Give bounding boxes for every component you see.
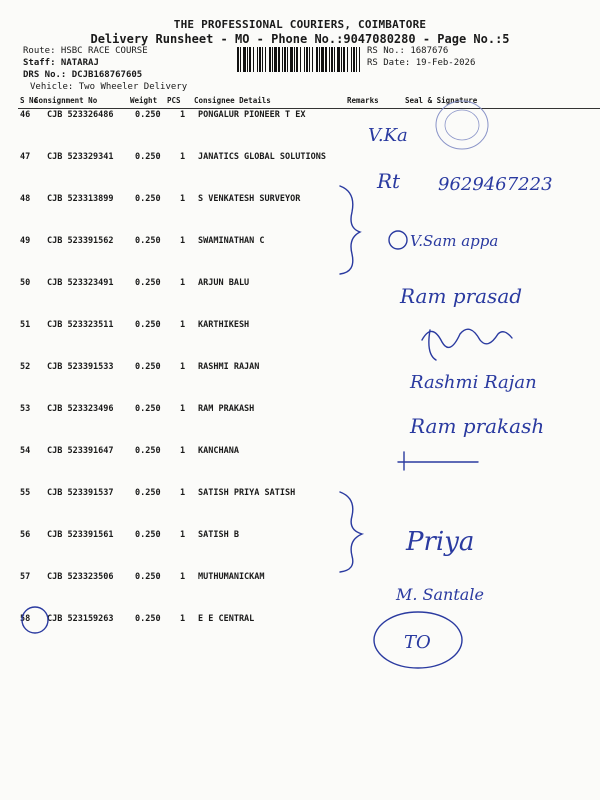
row-consignee: RASHMI RAJAN [198, 362, 260, 372]
row-consignee: SWAMINATHAN C [198, 236, 265, 246]
row-sno: 56 [20, 530, 31, 540]
table-row [0, 278, 600, 292]
staff-label: Staff: NATARAJ [23, 58, 99, 68]
drs-number: DRS No.: DCJB168767605 [23, 70, 143, 80]
row-consignee: RAM PRAKASH [198, 404, 255, 414]
vehicle-label: Vehicle: Two Wheeler Delivery [30, 82, 188, 92]
row-sno: 48 [20, 194, 31, 204]
row-consignment-no: CJB 523391537 [47, 488, 114, 498]
table-header [0, 96, 600, 108]
rs-date: RS Date: 19-Feb-2026 [367, 58, 476, 68]
table-row [0, 320, 600, 334]
row-pcs: 1 [180, 446, 186, 456]
col-sno: S No [20, 96, 39, 105]
table-row [0, 614, 600, 628]
row-consignee: PONGALUR PIONEER T EX [198, 110, 306, 120]
row-sno: 51 [20, 320, 31, 330]
row-consignee: E E CENTRAL [198, 614, 255, 624]
runsheet-title: Delivery Runsheet - MO - Phone No.:9047080280 - Page No.:5 [90, 32, 510, 46]
row-consignment-no: CJB 523323496 [47, 404, 114, 414]
table-row [0, 194, 600, 208]
table-row [0, 404, 600, 418]
row-consignee: SATISH PRIYA SATISH [198, 488, 296, 498]
row-sno: 47 [20, 152, 31, 162]
signature-57: M. Santale [396, 585, 484, 604]
row-consignment-no: CJB 523391533 [47, 362, 114, 372]
row-consignment-no: CJB 523313899 [47, 194, 114, 204]
signature-56: Priya [406, 527, 475, 557]
row-pcs: 1 [180, 530, 186, 540]
rs-number: RS No.: 1687676 [367, 46, 449, 56]
row-weight: 0.250 [135, 404, 161, 414]
header-divider [18, 108, 600, 109]
row-consignment-no: CJB 523323511 [47, 320, 114, 330]
row-pcs: 1 [180, 110, 186, 120]
row-consignee: KANCHANA [198, 446, 239, 456]
row-consignment-no: CJB 523159263 [47, 614, 114, 624]
row-consignment-no: CJB 523329341 [47, 152, 114, 162]
row-pcs: 1 [180, 194, 186, 204]
row-pcs: 1 [180, 614, 186, 624]
row-weight: 0.250 [135, 110, 161, 120]
table-row [0, 110, 600, 124]
row-pcs: 1 [180, 152, 186, 162]
signature-52: Rashmi Rajan [410, 372, 537, 393]
row-pcs: 1 [180, 404, 186, 414]
row-pcs: 1 [180, 572, 186, 582]
row-weight: 0.250 [135, 530, 161, 540]
row-consignment-no: CJB 523391561 [47, 530, 114, 540]
col-consignee: Consignee Details [194, 96, 271, 105]
signature-47: Rt [377, 169, 401, 193]
row-sno: 55 [20, 488, 31, 498]
signature-46: V.Ka [368, 125, 408, 146]
signature-47-phone: 9629467223 [438, 174, 553, 195]
row-weight: 0.250 [135, 320, 161, 330]
row-pcs: 1 [180, 320, 186, 330]
col-remarks: Remarks [347, 96, 379, 105]
signature-50: Ram prasad [400, 284, 523, 308]
row-consignee: SATISH B [198, 530, 239, 540]
table-row [0, 362, 600, 376]
row-pcs: 1 [180, 278, 186, 288]
row-consignee: ARJUN BALU [198, 278, 250, 288]
signature-53: Ram prakash [410, 414, 545, 438]
table-row [0, 152, 600, 166]
row-sno: 58 [20, 614, 31, 624]
row-consignment-no: CJB 523326486 [47, 110, 114, 120]
row-pcs: 1 [180, 488, 186, 498]
row-sno: 52 [20, 362, 31, 372]
row-weight: 0.250 [135, 152, 161, 162]
table-row [0, 530, 600, 544]
col-pcs: PCS [167, 96, 181, 105]
row-sno: 49 [20, 236, 31, 246]
row-consignee: MUTHUMANICKAM [198, 572, 265, 582]
col-consignment: Consignment No [34, 96, 98, 105]
col-weight: Weight [130, 96, 158, 105]
row-pcs: 1 [180, 362, 186, 372]
route-label: Route: HSBC RACE COURSE [23, 46, 148, 56]
col-seal: Seal & Signature [405, 96, 478, 105]
row-weight: 0.250 [135, 488, 161, 498]
row-weight: 0.250 [135, 572, 161, 582]
row-sno: 50 [20, 278, 31, 288]
table-row [0, 488, 600, 502]
signature-58: TO [404, 632, 431, 653]
row-weight: 0.250 [135, 194, 161, 204]
row-weight: 0.250 [135, 278, 161, 288]
row-sno: 46 [20, 110, 31, 120]
table-row [0, 446, 600, 460]
row-weight: 0.250 [135, 236, 161, 246]
row-sno: 53 [20, 404, 31, 414]
row-consignee: KARTHIKESH [198, 320, 250, 330]
row-consignment-no: CJB 523391562 [47, 236, 114, 246]
row-consignee: JANATICS GLOBAL SOLUTIONS [198, 152, 326, 162]
row-consignment-no: CJB 523323491 [47, 278, 114, 288]
row-consignee: S VENKATESH SURVEYOR [198, 194, 301, 204]
row-weight: 0.250 [135, 614, 161, 624]
row-sno: 57 [20, 572, 31, 582]
table-row [0, 236, 600, 250]
table-row [0, 572, 600, 586]
row-consignment-no: CJB 523391647 [47, 446, 114, 456]
row-weight: 0.250 [135, 362, 161, 372]
row-consignment-no: CJB 523323506 [47, 572, 114, 582]
row-sno: 54 [20, 446, 31, 456]
row-pcs: 1 [180, 236, 186, 246]
signature-49: V.Sam appa [410, 232, 499, 250]
company-name: THE PROFESSIONAL COURIERS, COIMBATORE [173, 18, 427, 31]
barcode-icon [237, 47, 363, 72]
row-weight: 0.250 [135, 446, 161, 456]
